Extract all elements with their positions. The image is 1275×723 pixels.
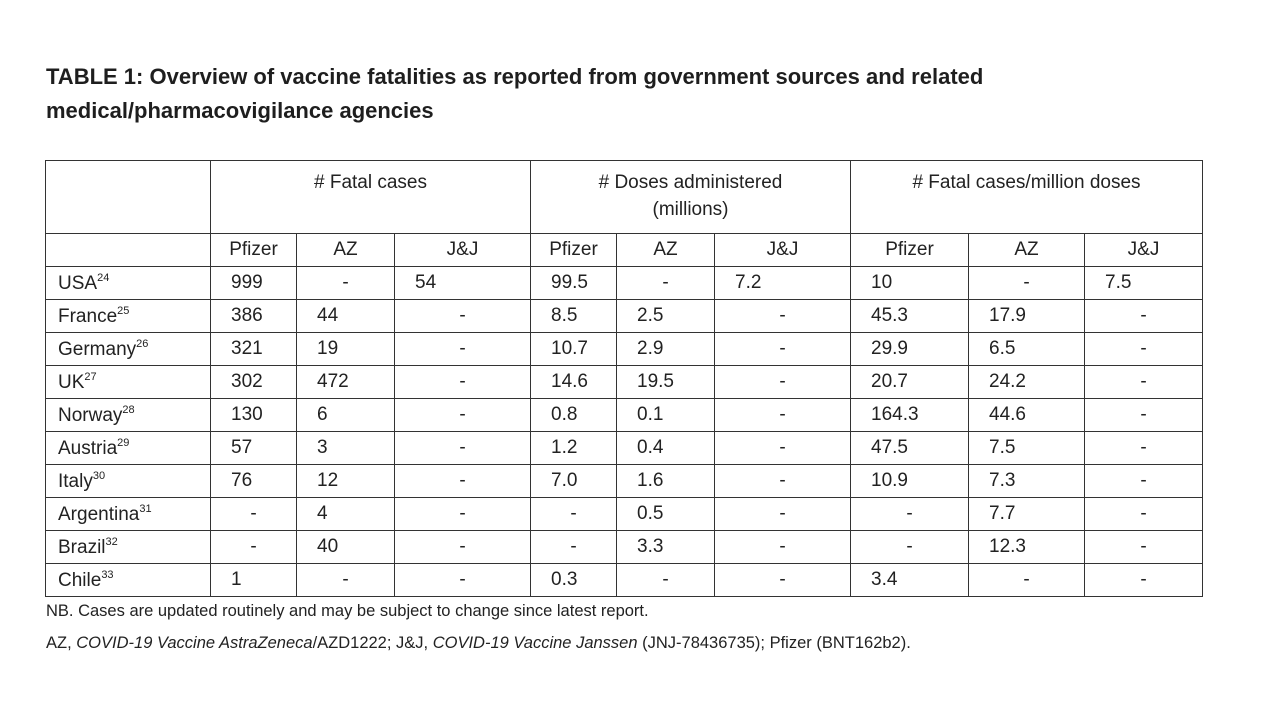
value-cell: 999 (211, 267, 297, 300)
reference-superscript: 30 (92, 469, 106, 482)
value-cell: - (531, 531, 617, 564)
footnote-part: /AZD1222; J&J, (312, 634, 433, 652)
value-cell: 472 (297, 366, 395, 399)
value-cell: 7.0 (531, 465, 617, 498)
country-name: Brazil (58, 536, 106, 558)
footnote-part: (JNJ-78436735); Pfizer (BNT162b2). (637, 634, 911, 652)
value-cell: 302 (211, 366, 297, 399)
value-cell: - (715, 498, 851, 531)
value-cell: - (1085, 564, 1203, 597)
fatalities-table (45, 160, 1203, 597)
sub-header-cell: AZ (297, 234, 395, 267)
value-cell: 40 (297, 531, 395, 564)
value-cell: 6.5 (969, 333, 1085, 366)
country-cell (46, 366, 211, 399)
value-cell: - (969, 267, 1085, 300)
table-row (46, 432, 1203, 465)
value-cell: - (715, 465, 851, 498)
table-row (46, 399, 1203, 432)
value-cell: - (211, 531, 297, 564)
country-name: Italy (58, 470, 93, 492)
value-cell: - (1085, 531, 1203, 564)
value-cell: 17.9 (969, 300, 1085, 333)
sub-header-cell: Pfizer (851, 234, 969, 267)
value-cell: 99.5 (531, 267, 617, 300)
value-cell: 130 (211, 399, 297, 432)
group-header-doses-label: # Doses administered (millions) (598, 172, 783, 220)
value-cell: 0.4 (617, 432, 715, 465)
reference-superscript: 29 (117, 436, 130, 449)
value-cell: 7.7 (969, 498, 1085, 531)
value-cell: 44 (297, 300, 395, 333)
group-header-fatal-per-million: # Fatal cases/million doses (851, 161, 1203, 234)
value-cell: - (531, 498, 617, 531)
reference-superscript: 24 (97, 271, 110, 284)
table-row (46, 333, 1203, 366)
table-row (46, 300, 1203, 333)
value-cell: 76 (211, 465, 297, 498)
table-row (46, 564, 1203, 597)
country-cell (46, 300, 211, 333)
value-cell: 54 (395, 267, 531, 300)
country-name: Argentina (58, 503, 140, 525)
value-cell: 12.3 (969, 531, 1085, 564)
value-cell: 10 (851, 267, 969, 300)
country-name: UK (58, 371, 85, 393)
value-cell: 7.2 (715, 267, 851, 300)
value-cell: - (851, 531, 969, 564)
country-cell (46, 498, 211, 531)
value-cell: 7.3 (969, 465, 1085, 498)
value-cell: - (395, 366, 531, 399)
value-cell: 57 (211, 432, 297, 465)
value-cell: 1.2 (531, 432, 617, 465)
table-row (46, 267, 1203, 300)
value-cell: 10.9 (851, 465, 969, 498)
country-cell (46, 564, 211, 597)
value-cell: 29.9 (851, 333, 969, 366)
value-cell: - (297, 564, 395, 597)
table-row (46, 498, 1203, 531)
value-cell: 4 (297, 498, 395, 531)
value-cell: 3 (297, 432, 395, 465)
value-cell: 1 (211, 564, 297, 597)
value-cell: - (715, 564, 851, 597)
value-cell: - (1085, 498, 1203, 531)
country-cell (46, 399, 211, 432)
value-cell: 2.9 (617, 333, 715, 366)
value-cell: 0.5 (617, 498, 715, 531)
value-cell: - (395, 498, 531, 531)
sub-header-cell: Pfizer (211, 234, 297, 267)
country-name: Chile (58, 569, 102, 591)
value-cell: 2.5 (617, 300, 715, 333)
value-cell: 10.7 (531, 333, 617, 366)
value-cell: 8.5 (531, 300, 617, 333)
country-name: USA (58, 272, 98, 294)
value-cell: - (969, 564, 1085, 597)
value-cell: - (1085, 465, 1203, 498)
value-cell: - (1085, 333, 1203, 366)
corner-cell (46, 161, 211, 234)
table-row (46, 531, 1203, 564)
sub-header-cell: J&J (395, 234, 531, 267)
country-name: France (58, 305, 118, 327)
country-cell (46, 267, 211, 300)
reference-superscript: 27 (84, 370, 97, 383)
value-cell: 164.3 (851, 399, 969, 432)
country-cell (46, 432, 211, 465)
value-cell: - (1085, 399, 1203, 432)
value-cell: - (617, 564, 715, 597)
country-cell (46, 465, 211, 498)
value-cell: - (1085, 432, 1203, 465)
footnote-part: AZ, (46, 634, 77, 652)
value-cell: 6 (297, 399, 395, 432)
value-cell: - (715, 399, 851, 432)
footnote-italic-az: COVID-19 Vaccine AstraZeneca (76, 634, 313, 652)
table-body (46, 267, 1203, 597)
value-cell: 386 (211, 300, 297, 333)
value-cell: 0.1 (617, 399, 715, 432)
value-cell: 19.5 (617, 366, 715, 399)
value-cell: 0.3 (531, 564, 617, 597)
value-cell: - (715, 333, 851, 366)
value-cell: 7.5 (1085, 267, 1203, 300)
table-row (46, 366, 1203, 399)
reference-superscript: 31 (139, 502, 152, 515)
value-cell: - (395, 432, 531, 465)
value-cell: - (395, 465, 531, 498)
value-cell: - (715, 300, 851, 333)
group-header-doses (531, 161, 851, 234)
value-cell: - (715, 432, 851, 465)
value-cell: - (297, 267, 395, 300)
value-cell: 19 (297, 333, 395, 366)
value-cell: 1.6 (617, 465, 715, 498)
value-cell: - (851, 498, 969, 531)
value-cell: 47.5 (851, 432, 969, 465)
corner-cell-2 (46, 234, 211, 267)
country-name: Norway (58, 404, 123, 426)
sub-header-cell: J&J (715, 234, 851, 267)
value-cell: - (395, 399, 531, 432)
value-cell: - (395, 300, 531, 333)
value-cell: - (395, 333, 531, 366)
sub-header-cell: AZ (969, 234, 1085, 267)
reference-superscript: 26 (136, 337, 149, 350)
footnote-nb: NB. Cases are updated routinely and may be subject to change since latest report. (46, 602, 649, 620)
sub-header-row (46, 234, 1203, 267)
value-cell: 12 (297, 465, 395, 498)
reference-superscript: 33 (101, 568, 114, 581)
value-cell: 321 (211, 333, 297, 366)
reference-superscript: 28 (122, 403, 135, 416)
country-name: Austria (58, 437, 118, 459)
country-cell (46, 333, 211, 366)
country-name: Germany (58, 338, 137, 360)
value-cell: 0.8 (531, 399, 617, 432)
value-cell: 3.4 (851, 564, 969, 597)
value-cell: 14.6 (531, 366, 617, 399)
sub-header-cell: J&J (1085, 234, 1203, 267)
value-cell: 20.7 (851, 366, 969, 399)
footnote-italic-janssen: COVID-19 Vaccine Janssen (432, 634, 638, 652)
value-cell: 44.6 (969, 399, 1085, 432)
value-cell: - (715, 366, 851, 399)
value-cell: - (211, 498, 297, 531)
country-cell (46, 531, 211, 564)
table-row (46, 465, 1203, 498)
value-cell: - (617, 267, 715, 300)
value-cell: 24.2 (969, 366, 1085, 399)
value-cell: - (1085, 366, 1203, 399)
table-title: TABLE 1: Overview of vaccine fatalities as reported from government sources and related medical/pharmacovigilance agencies (46, 64, 984, 123)
reference-superscript: 32 (105, 535, 118, 548)
value-cell: 45.3 (851, 300, 969, 333)
value-cell: - (395, 531, 531, 564)
value-cell: - (395, 564, 531, 597)
value-cell: - (1085, 300, 1203, 333)
footnote-abbreviations (46, 634, 911, 653)
sub-header-cell: AZ (617, 234, 715, 267)
value-cell: 3.3 (617, 531, 715, 564)
group-header-fatal-cases: # Fatal cases (211, 161, 531, 234)
sub-header-cell: Pfizer (531, 234, 617, 267)
group-header-row (46, 161, 1203, 234)
reference-superscript: 25 (117, 304, 130, 317)
value-cell: - (715, 531, 851, 564)
value-cell: 7.5 (969, 432, 1085, 465)
